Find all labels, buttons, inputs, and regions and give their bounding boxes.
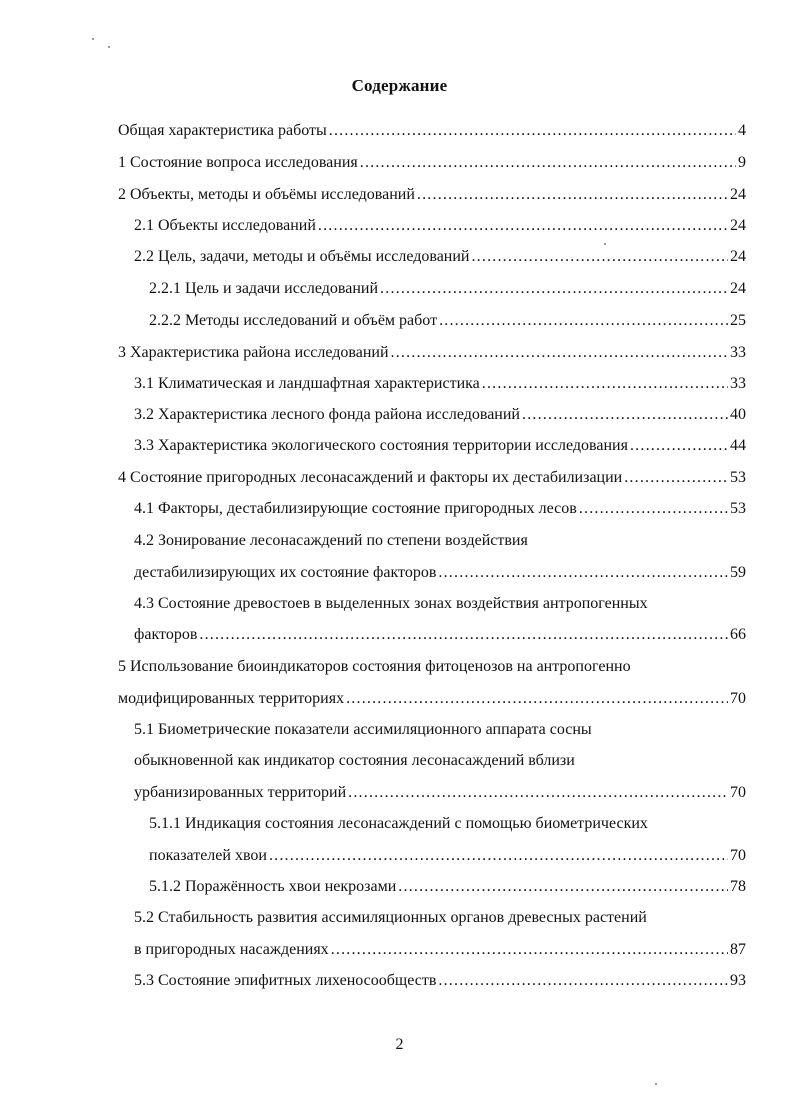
toc-entry-page: 53 bbox=[730, 500, 746, 517]
toc-entry-page: 24 bbox=[730, 280, 746, 297]
toc-entry-page: 24 bbox=[730, 186, 746, 203]
toc-entry bbox=[149, 845, 746, 867]
toc-entry-title: 4 Состояние пригородных лесонасаждений и факторы их дестабилизации bbox=[118, 469, 623, 486]
toc-entry-title: 2.2 Цель, задачи, методы и объёмы исследований bbox=[134, 248, 470, 265]
toc-entry bbox=[118, 120, 746, 142]
toc-leader-dots bbox=[199, 624, 728, 646]
toc-entry bbox=[134, 624, 746, 646]
toc-entry-title: 3.2 Характеристика лесного фонда района исследований bbox=[134, 406, 520, 423]
toc-leader-dots bbox=[398, 876, 728, 898]
toc-entry-title-line3: урбанизированных территорий bbox=[134, 784, 347, 801]
toc-entry-page: 70 bbox=[730, 690, 746, 707]
toc-entry-page: 33 bbox=[730, 375, 746, 392]
toc-entry bbox=[118, 467, 746, 489]
toc-leader-dots bbox=[360, 152, 736, 174]
toc-entry bbox=[134, 373, 746, 395]
toc-entry-title: 1 Состояние вопроса исследования bbox=[118, 154, 358, 171]
toc-entry-title-line2: обыкновенной как индикатор состояния лесонасаждений вблизи bbox=[134, 752, 575, 769]
toc-entry-page: 33 bbox=[730, 344, 746, 361]
toc-leader-dots bbox=[391, 342, 728, 364]
toc-leader-dots bbox=[579, 498, 728, 520]
toc-entry-title: 2.2.2 Методы исследований и объём работ bbox=[149, 312, 438, 329]
toc-entry-page: 9 bbox=[738, 154, 746, 171]
toc-entry-title: 5.3 Состояние эпифитных лихеносообществ bbox=[134, 972, 437, 989]
toc-entry-title: 2 Объекты, методы и объёмы исследований bbox=[118, 186, 415, 203]
toc-leader-dots bbox=[630, 435, 728, 457]
toc-entry-title: 2.2.1 Цель и задачи исследований bbox=[149, 280, 379, 297]
toc-leader-dots bbox=[346, 688, 728, 710]
toc-entry-title-line2: дестабилизирующих их состояние факторов bbox=[134, 564, 437, 581]
toc-leader-dots bbox=[380, 278, 728, 300]
toc-entry bbox=[149, 310, 746, 332]
toc-entry bbox=[134, 939, 746, 961]
toc-entry bbox=[134, 498, 746, 520]
toc-leader-dots bbox=[438, 562, 728, 584]
toc-entry-page: 24 bbox=[730, 217, 746, 234]
toc-leader-dots bbox=[269, 845, 728, 867]
toc-entry-title: 5.1.2 Поражённость хвои некрозами bbox=[149, 878, 397, 895]
toc-leader-dots bbox=[329, 120, 736, 142]
toc-entry bbox=[134, 246, 746, 268]
toc-leader-dots bbox=[439, 310, 728, 332]
toc-entry-page: 66 bbox=[730, 626, 746, 643]
toc-entry-title: 3.3 Характеристика экологического состояния территории исследования bbox=[134, 437, 628, 454]
toc-entry-page: 70 bbox=[730, 784, 746, 801]
toc-leader-dots bbox=[482, 373, 728, 395]
toc-entry bbox=[134, 970, 746, 992]
toc-leader-dots bbox=[331, 939, 728, 961]
toc-entry-title-line2: модифицированных территориях bbox=[118, 690, 345, 707]
toc-entry-page: 4 bbox=[738, 122, 746, 139]
toc-entry-title: 3.1 Климатическая и ландшафтная характеристика bbox=[134, 375, 480, 392]
toc-entry-title-line2: показателей хвои bbox=[149, 847, 267, 864]
toc-entry-page: 93 bbox=[730, 972, 746, 989]
toc-entry-page: 70 bbox=[730, 847, 746, 864]
toc-entry bbox=[134, 215, 746, 237]
toc-entry bbox=[134, 404, 746, 426]
toc-entry bbox=[149, 278, 746, 300]
toc-leader-dots bbox=[624, 467, 728, 489]
toc-leader-dots bbox=[471, 246, 728, 268]
toc-entry-title: 2.1 Объекты исследований bbox=[134, 217, 316, 234]
scan-speck bbox=[108, 46, 110, 48]
toc-entry-page: 40 bbox=[730, 406, 746, 423]
toc-entry-title-line1: 5 Использование биоиндикаторов состояния фитоценозов на антропогенно bbox=[118, 658, 631, 675]
toc-entry bbox=[118, 184, 746, 206]
toc-entry-title-line1: 4.3 Состояние древостоев в выделенных зонах воздействия антропогенных bbox=[134, 595, 648, 612]
toc-entry-title: 4.1 Факторы, дестабилизирующие состояние пригородных лесов bbox=[134, 500, 577, 517]
toc-entry-title-line1: 4.2 Зонирование лесонасаждений по степени воздействия bbox=[134, 532, 528, 549]
toc-entry bbox=[134, 562, 746, 584]
page-title: Содержание bbox=[351, 76, 448, 95]
toc-entry bbox=[149, 876, 746, 898]
toc-entry-title-line1: 5.2 Стабильность развития ассимиляционных органов древесных растений bbox=[134, 909, 647, 926]
toc-entry-title-line1: 5.1 Биометрические показатели ассимиляционного аппарата сосны bbox=[134, 721, 592, 738]
scan-speck bbox=[655, 1083, 657, 1085]
toc-entry bbox=[134, 435, 746, 457]
toc-entry bbox=[134, 782, 746, 804]
page-number: 2 bbox=[395, 1036, 404, 1053]
toc-entry bbox=[118, 342, 746, 364]
toc-leader-dots bbox=[522, 404, 728, 426]
toc-entry-title: 3 Характеристика района исследований bbox=[118, 344, 389, 361]
toc-entry bbox=[118, 152, 746, 174]
toc-entry-page: 78 bbox=[730, 878, 746, 895]
toc-entry-title: Общая характеристика работы bbox=[118, 122, 327, 139]
toc-entry-page: 25 bbox=[730, 312, 746, 329]
toc-entry-page: 53 bbox=[730, 469, 746, 486]
toc-leader-dots bbox=[348, 782, 728, 804]
toc-entry-page: 87 bbox=[730, 941, 746, 958]
toc-entry-title-line2: в пригородных насаждениях bbox=[134, 941, 329, 958]
toc-entry-title-line2: факторов bbox=[134, 626, 198, 643]
toc-leader-dots bbox=[318, 215, 728, 237]
toc-entry-page: 24 bbox=[730, 248, 746, 265]
toc-leader-dots bbox=[417, 184, 728, 206]
toc-entry-title-line1: 5.1.1 Индикация состояния лесонасаждений с помощью биометрических bbox=[149, 815, 648, 832]
toc-entry-page: 59 bbox=[730, 564, 746, 581]
toc-leader-dots bbox=[438, 970, 728, 992]
toc-entry-page: 44 bbox=[730, 437, 746, 454]
scan-speck bbox=[92, 38, 94, 40]
scan-speck bbox=[604, 243, 606, 245]
toc-entry bbox=[118, 688, 746, 710]
